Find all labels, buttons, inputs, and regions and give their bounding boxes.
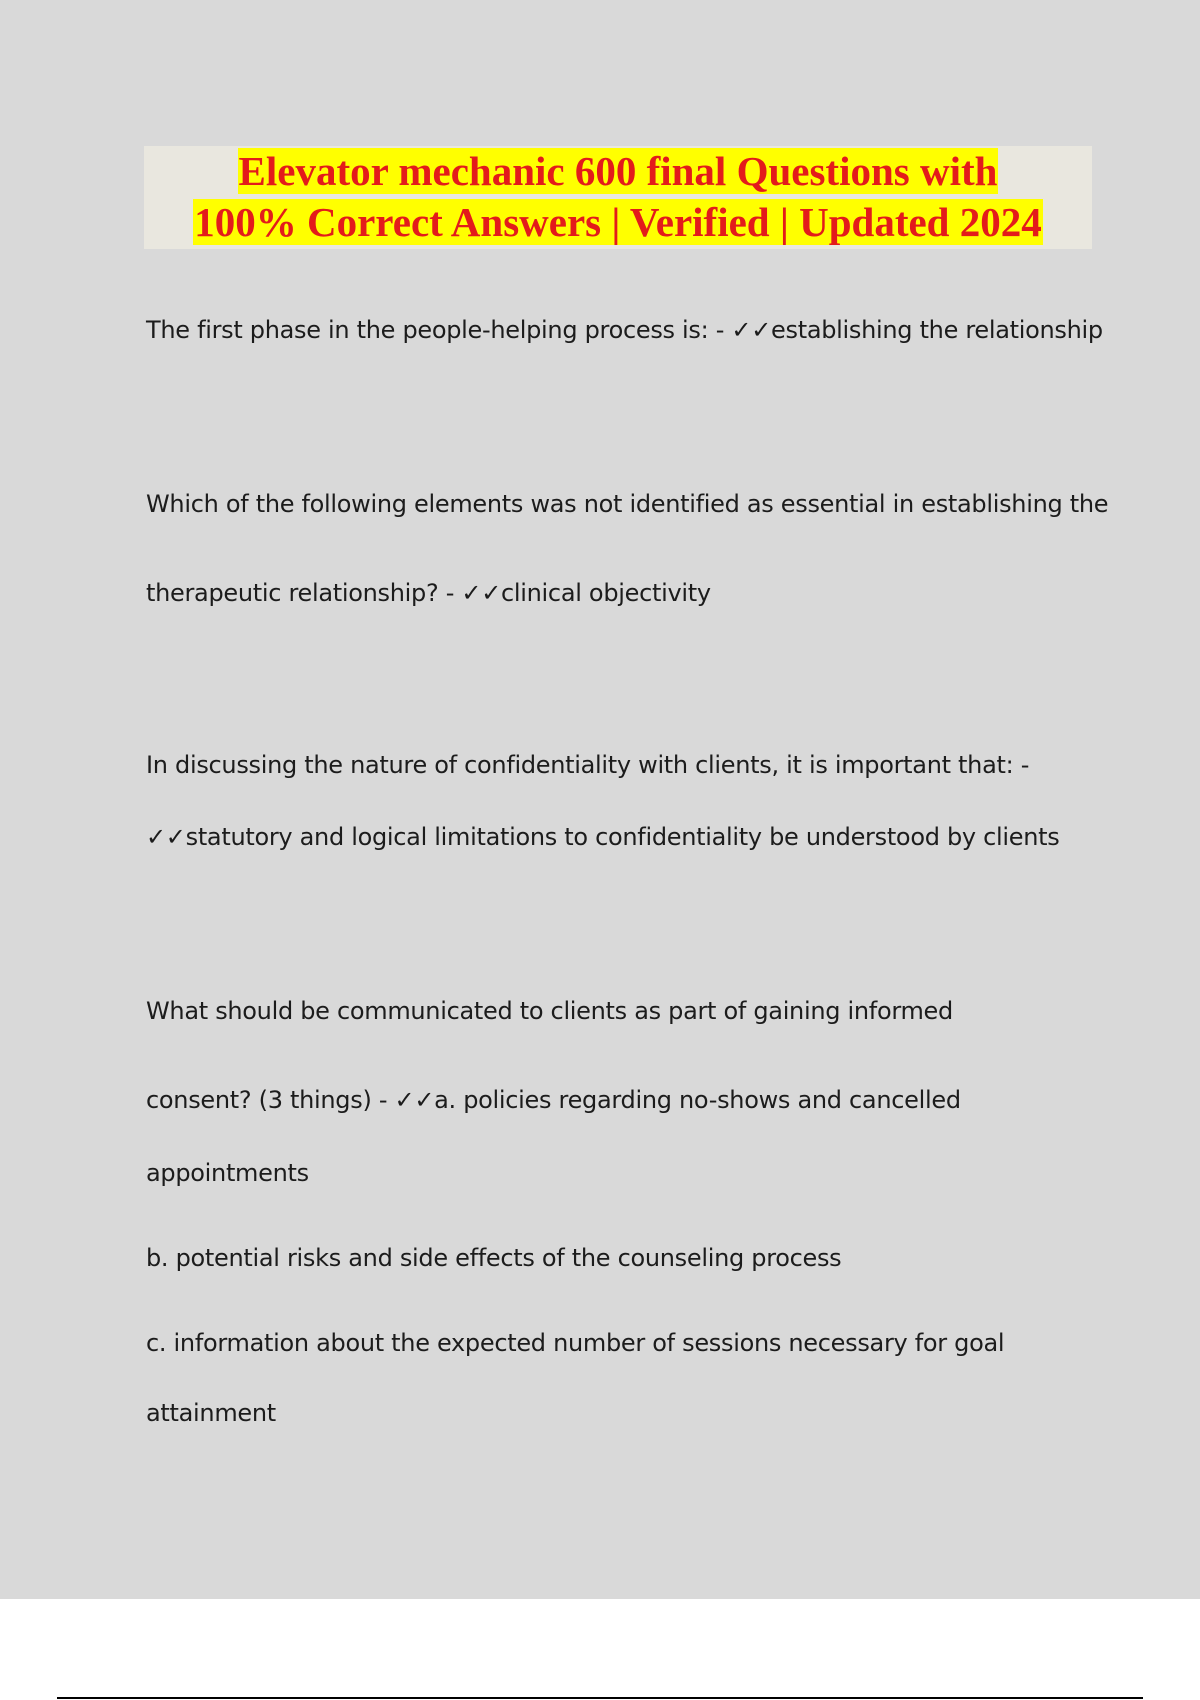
question-3-text: In discussing the nature of confidentiality with clients, it is important that: - [146, 751, 1030, 779]
title-line-2: 100% Correct Answers | Verified | Updated 2024 [194, 199, 1042, 245]
document-title [144, 146, 1092, 249]
question-2-answer: therapeutic relationship? - ✓✓clinical objectivity [146, 579, 711, 607]
question-4-answer-b: b. potential risks and side effects of the counseling process [146, 1244, 842, 1272]
question-4-answer-a: consent? (3 things) - ✓✓a. policies regarding no-shows and cancelled [146, 1086, 961, 1114]
question-4-answer-c-cont: attainment [146, 1399, 276, 1427]
question-1-text: The first phase in the people-helping process is: - ✓✓establishing the relationship [146, 316, 1103, 344]
question-4-text: What should be communicated to clients as part of gaining informed [146, 997, 953, 1025]
question-4-answer-c: c. information about the expected number of sessions necessary for goal [146, 1329, 1005, 1357]
question-3-answer: ✓✓statutory and logical limitations to confidentiality be understood by clients [146, 823, 1060, 851]
question-2-text: Which of the following elements was not identified as essential in establishing the [146, 490, 1109, 518]
title-line-1: Elevator mechanic 600 final Questions with [238, 148, 998, 194]
question-4-answer-a-cont: appointments [146, 1159, 309, 1187]
footer-divider [57, 1697, 1143, 1699]
